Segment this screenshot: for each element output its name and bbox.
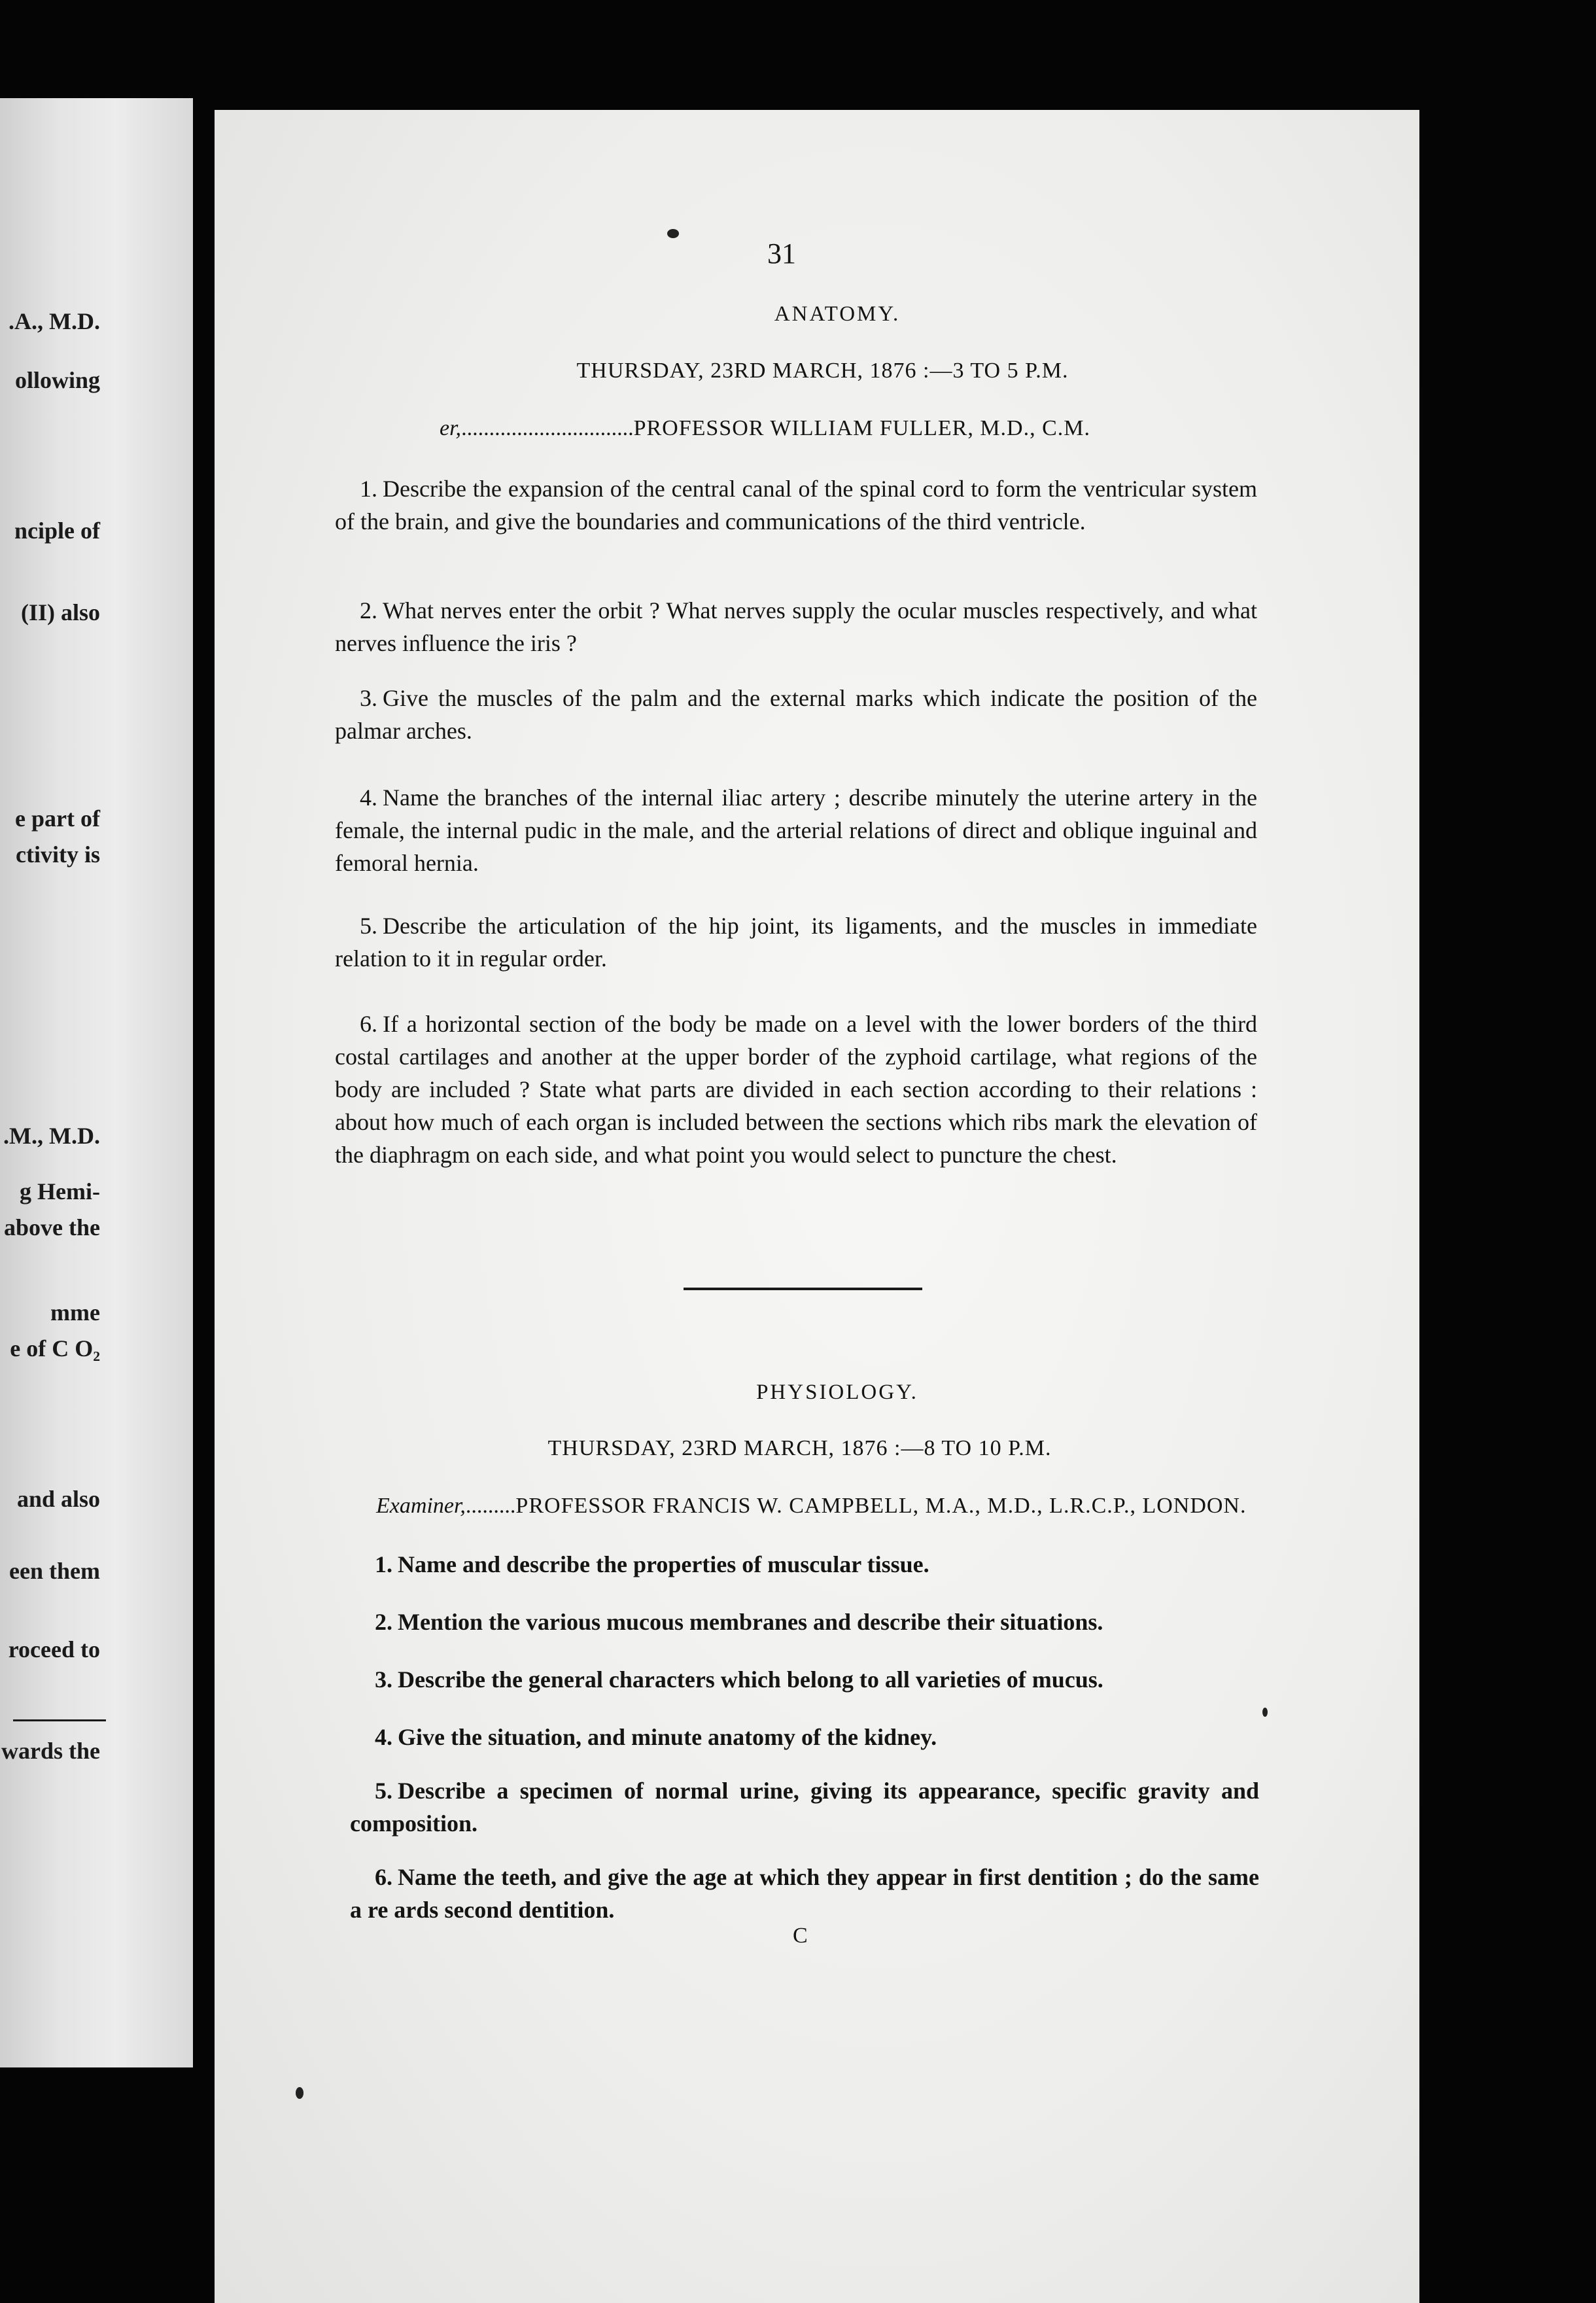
left-fragment: een them	[9, 1558, 100, 1584]
physiology-question: 3. Describe the general characters which belong to all varieties of mucus.	[375, 1666, 1103, 1693]
physiology-question: 6. Name the teeth, and give the age at which they appear in first dentition ; do the same a re ards second dentition.	[350, 1864, 1259, 1923]
left-fragment: nciple of	[14, 518, 100, 544]
left-fragment: e part of	[15, 805, 100, 832]
exam-date-physiology: THURSDAY, 23RD MARCH, 1876 :—8 TO 10 P.M.	[547, 1436, 1052, 1460]
left-fragment: .A., M.D.	[9, 308, 100, 334]
physiology-question: 1. Name and describe the properties of muscular tissue.	[375, 1551, 929, 1577]
section-title-physiology: PHYSIOLOGY.	[756, 1380, 918, 1404]
examiner-label: Examiner,	[376, 1494, 466, 1518]
left-fragment: and also	[16, 1486, 100, 1512]
physiology-question: 5. Describe a specimen of normal urine, giving its appearance, specific gravity and composition.	[350, 1778, 1259, 1837]
examiner-line-physiology	[376, 1494, 1246, 1519]
left-fragment: wards the	[1, 1738, 100, 1764]
left-fragment: above the	[4, 1214, 100, 1240]
examiner-line-anatomy	[440, 416, 1090, 441]
left-fragment: e of C O₂	[10, 1335, 100, 1362]
anatomy-question: 4. Name the branches of the internal iliac artery ; describe minutely the uterine artery in the female, the internal pudic in the male, and the arterial relations of direct and oblique inguinal and femoral hernia.	[335, 784, 1257, 876]
left-fragment: (II) also	[20, 599, 100, 625]
examiner-name: PROFESSOR WILLIAM FULLER, M.D., C.M.	[633, 416, 1091, 440]
left-fragment: roceed to	[8, 1636, 100, 1662]
left-fragment: ctivity is	[16, 841, 100, 868]
ink-speck	[667, 229, 679, 238]
examiner-dots: .........	[465, 1494, 516, 1518]
left-rule	[13, 1719, 106, 1721]
examiner-name: PROFESSOR FRANCIS W. CAMPBELL, M.A., M.D., L.R.C.P., LONDON.	[515, 1494, 1247, 1518]
examiner-dots: ...............................	[461, 416, 634, 440]
anatomy-question: 2. What nerves enter the orbit ? What nerves supply the ocular muscles respectively, and what nerves influence the iris ?	[335, 597, 1257, 656]
exam-date-anatomy: THURSDAY, 23RD MARCH, 1876 :—3 TO 5 P.M.	[576, 359, 1069, 383]
signature-mark: C	[793, 1924, 808, 1948]
page-number: 31	[767, 237, 796, 270]
physiology-question: 2. Mention the various mucous membranes and describe their situations.	[375, 1609, 1103, 1635]
anatomy-question: 3. Give the muscles of the palm and the external marks which indicate the position of the palmar arches.	[335, 685, 1257, 744]
anatomy-question: 6. If a horizontal section of the body be made on a level with the lower borders of the third costal cartilages and another at the upper border of the zyphoid cartilage, what regions of the body are included ? State what parts are divided in each section according to their relations : about how much of each organ is included between the sections which ribs mark the elevation of the diaphragm on each side, and what point you would select to puncture the chest.	[335, 1011, 1257, 1168]
section-divider	[684, 1288, 922, 1290]
section-title-anatomy: ANATOMY.	[774, 302, 901, 326]
left-fragment: g Hemi-	[20, 1178, 100, 1204]
ink-speck	[296, 2087, 304, 2099]
examiner-label: er,	[440, 416, 462, 440]
physiology-question: 4. Give the situation, and minute anatomy of the kidney.	[375, 1724, 937, 1750]
left-fragment: ollowing	[14, 367, 100, 393]
anatomy-question: 5. Describe the articulation of the hip joint, its ligaments, and the muscles in immediate relation to it in regular order.	[335, 913, 1257, 972]
left-fragment: mme	[50, 1299, 100, 1326]
anatomy-question: 1. Describe the expansion of the central canal of the spinal cord to form the ventricular system of the brain, and give the boundaries and communications of the third ventricle.	[335, 476, 1257, 535]
ink-speck	[1262, 1708, 1268, 1717]
adjacent-page-left	[0, 98, 193, 2067]
left-fragment: .M., M.D.	[3, 1123, 100, 1149]
